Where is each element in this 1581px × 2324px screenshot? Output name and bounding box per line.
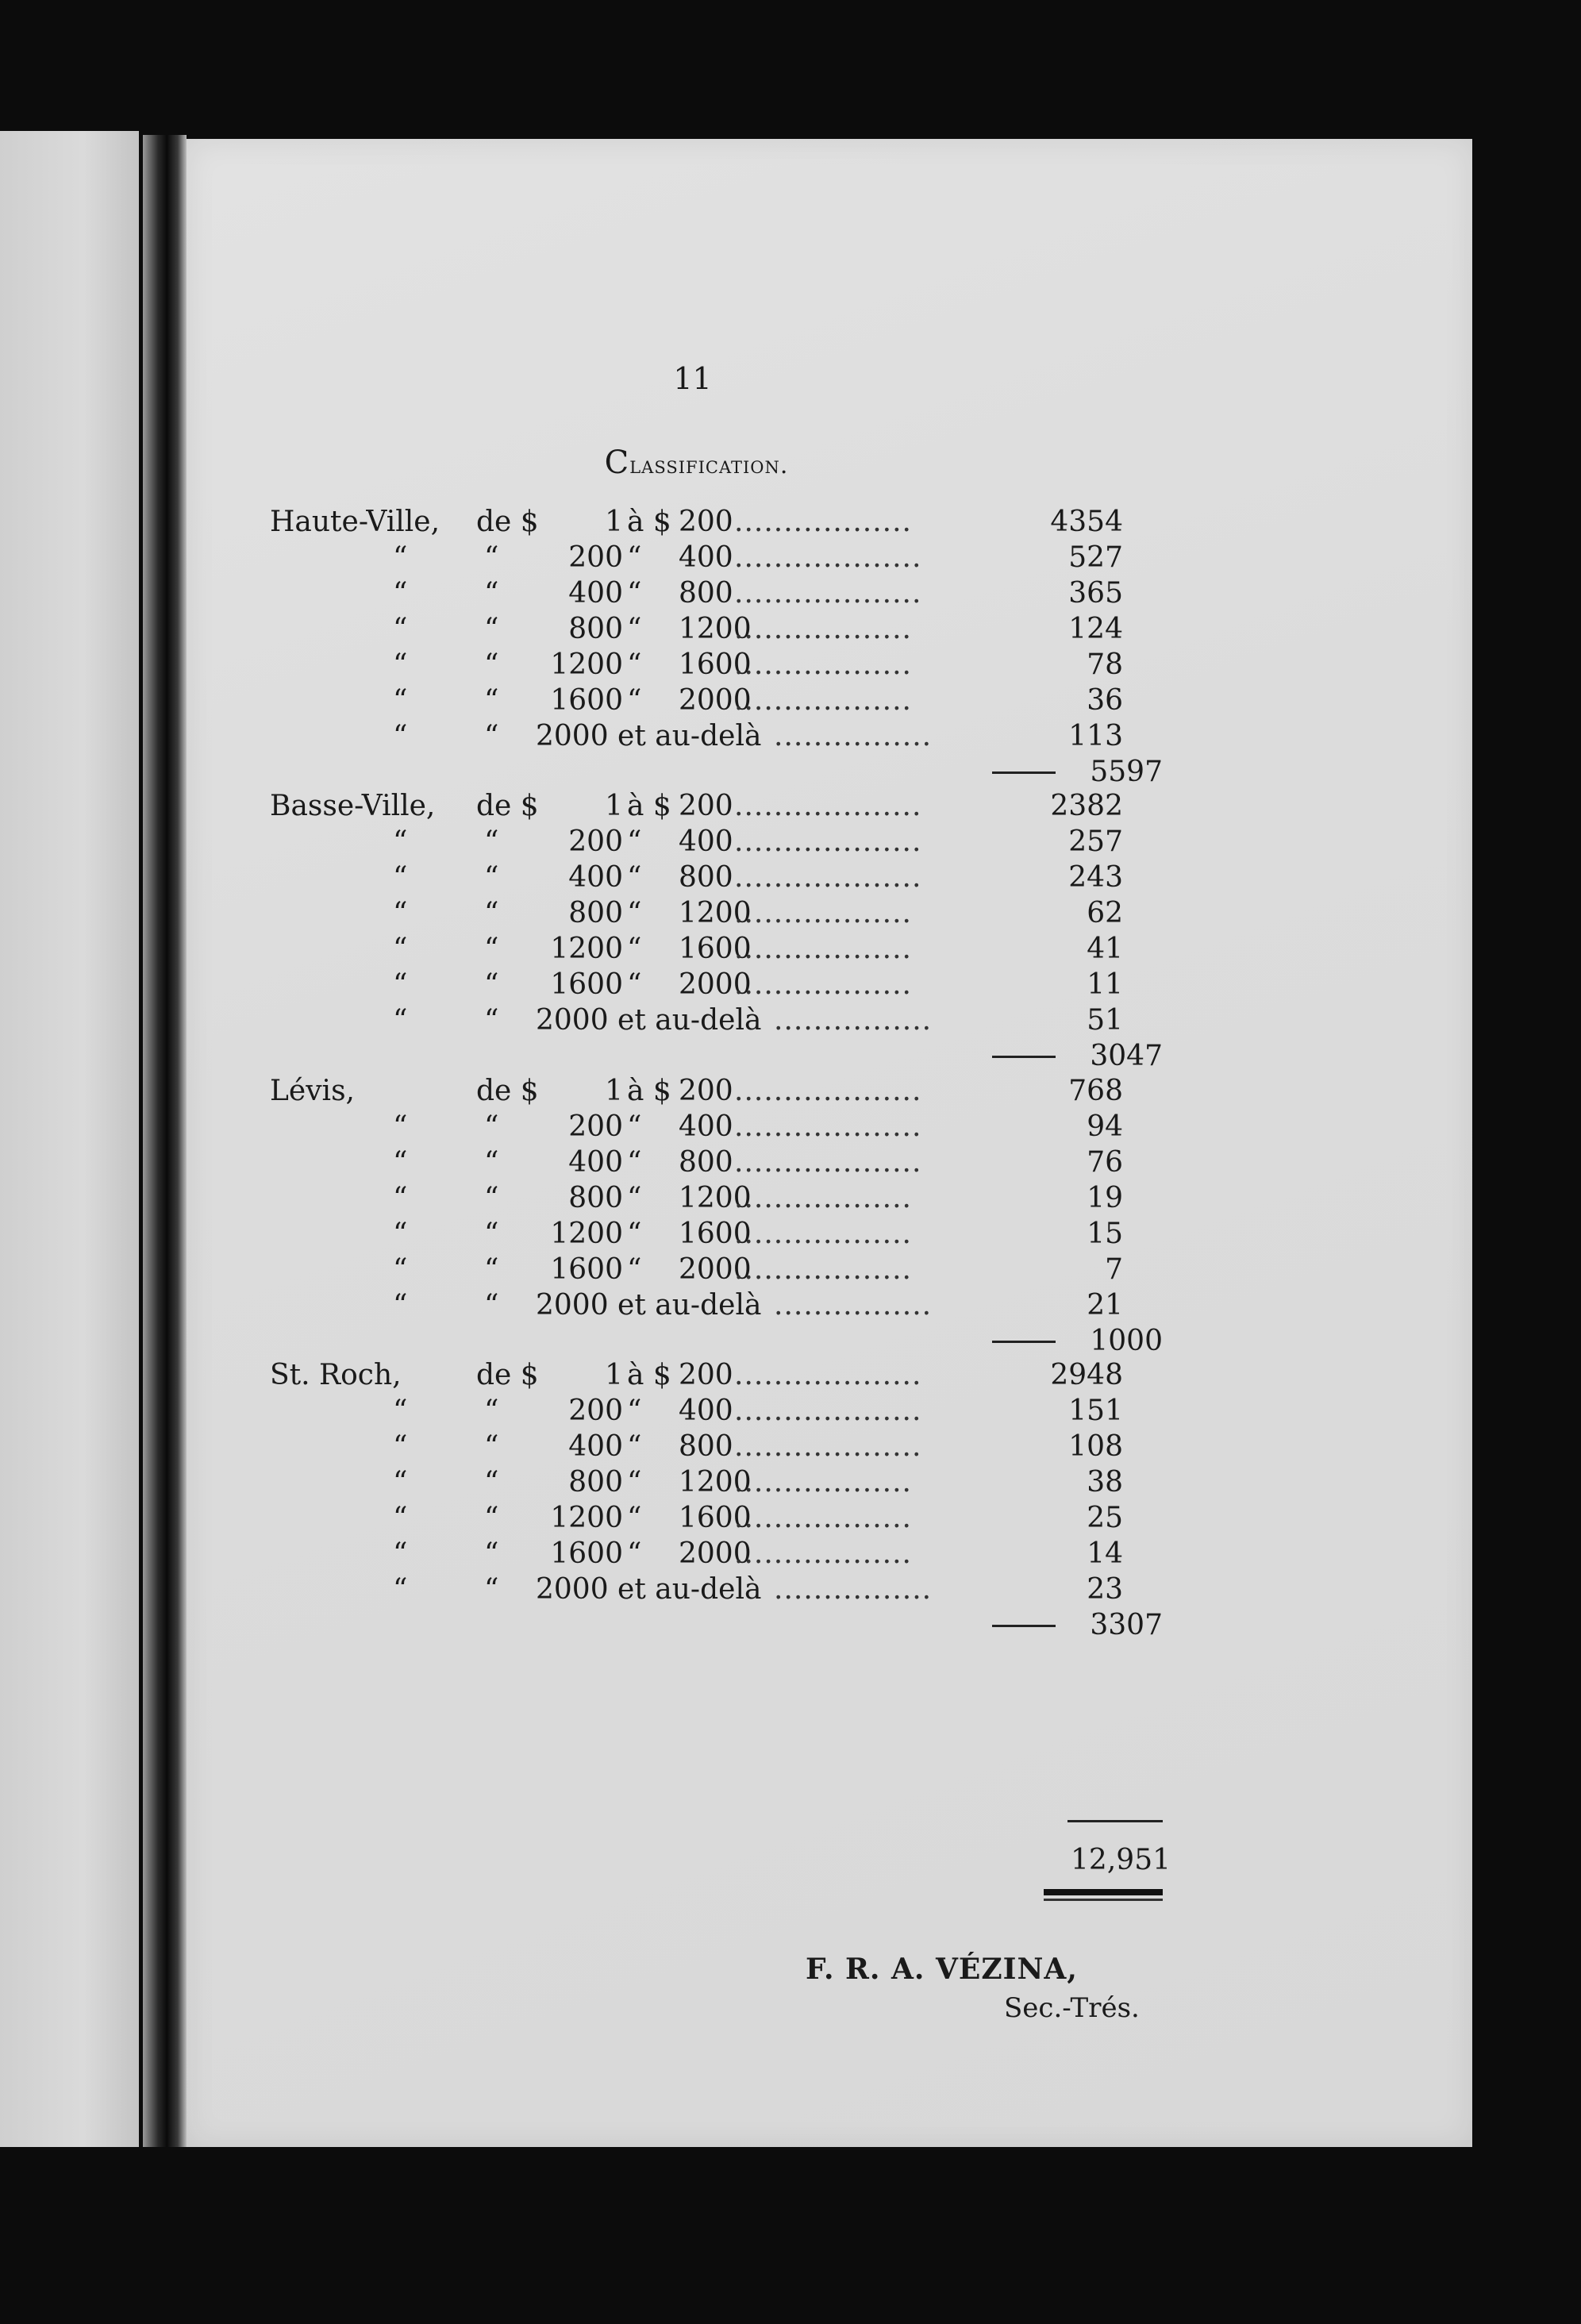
table-row bbox=[187, 1145, 1472, 1181]
leader-dots: .................. bbox=[734, 1466, 912, 1499]
leader-dots: ................... bbox=[734, 790, 922, 822]
range-separator: “ bbox=[627, 648, 642, 681]
ditto-mark: “ bbox=[393, 825, 408, 858]
range-separator: “ bbox=[627, 1395, 642, 1427]
leader-dots: .................. bbox=[734, 968, 912, 1001]
count-value: 108 bbox=[1068, 1430, 1123, 1463]
district-name: Basse-Ville, bbox=[270, 790, 436, 822]
table-row bbox=[187, 647, 1472, 683]
de-word: de $ bbox=[476, 790, 539, 822]
ditto-mark: “ bbox=[393, 1110, 408, 1143]
leader-dots: ................ bbox=[774, 1004, 933, 1037]
leader-dots: .................. bbox=[734, 933, 912, 965]
count-value: 243 bbox=[1068, 861, 1123, 894]
leader-dots: ................... bbox=[734, 541, 922, 574]
table-row bbox=[187, 1357, 1472, 1394]
range-to: 2000 bbox=[679, 968, 752, 1001]
ditto-mark: “ bbox=[484, 1182, 499, 1214]
range-to: 800 bbox=[679, 861, 733, 894]
leader-dots: ................... bbox=[734, 577, 922, 610]
ditto-mark: “ bbox=[484, 1146, 499, 1179]
table-row bbox=[187, 1429, 1472, 1465]
range-to: 200 bbox=[679, 1075, 733, 1107]
table-row bbox=[187, 1464, 1472, 1501]
range-from: 1200 bbox=[550, 1502, 623, 1534]
range-from: 400 bbox=[568, 1430, 623, 1463]
leader-dots: ................... bbox=[734, 1146, 922, 1179]
range-from: 400 bbox=[568, 861, 623, 894]
count-value: 94 bbox=[1087, 1110, 1123, 1143]
ditto-mark: “ bbox=[484, 1253, 499, 1286]
count-value: 21 bbox=[1087, 1289, 1123, 1322]
range-to: 1200 bbox=[679, 897, 752, 929]
ditto-mark: “ bbox=[484, 1395, 499, 1427]
ditto-mark: “ bbox=[484, 613, 499, 645]
range-to: 2000 bbox=[679, 1537, 752, 1570]
table-row bbox=[187, 1536, 1472, 1572]
range-open: 2000 et au-delà bbox=[536, 1289, 762, 1322]
table-row bbox=[187, 824, 1472, 860]
district-name: Lévis, bbox=[270, 1075, 355, 1107]
leader-dots: ................... bbox=[734, 1075, 922, 1107]
ditto-mark: “ bbox=[484, 825, 499, 858]
table-row bbox=[187, 788, 1472, 825]
book-spine bbox=[143, 135, 187, 2147]
count-value: 51 bbox=[1087, 1004, 1123, 1037]
ditto-mark: “ bbox=[484, 1502, 499, 1534]
leader-dots: .................. bbox=[734, 1218, 912, 1250]
leader-dots: ................... bbox=[734, 861, 922, 894]
ditto-mark: “ bbox=[393, 1502, 408, 1534]
leader-dots: .................. bbox=[734, 1182, 912, 1214]
leader-dots: ................... bbox=[734, 1430, 922, 1463]
range-from: 800 bbox=[568, 1182, 623, 1214]
count-value: 23 bbox=[1087, 1573, 1123, 1606]
count-value: 2382 bbox=[1050, 790, 1123, 822]
range-to: 200 bbox=[679, 1359, 733, 1391]
table-row bbox=[187, 1073, 1472, 1110]
range-from: 1200 bbox=[550, 1218, 623, 1250]
subtotal-value: 3307 bbox=[1090, 1609, 1163, 1641]
grand-total-rule-top bbox=[1067, 1820, 1163, 1822]
subtotal-row bbox=[187, 1323, 1472, 1360]
range-to: 1600 bbox=[679, 1218, 752, 1250]
district-name: Haute-Ville, bbox=[270, 506, 440, 538]
range-separator: “ bbox=[627, 1253, 642, 1286]
range-separator: “ bbox=[627, 1182, 642, 1214]
range-from: 200 bbox=[568, 825, 623, 858]
ditto-mark: “ bbox=[484, 1218, 499, 1250]
leader-dots: .................. bbox=[734, 1537, 912, 1570]
range-separator: à $ bbox=[627, 1359, 671, 1391]
ditto-mark: “ bbox=[393, 861, 408, 894]
table-row bbox=[187, 540, 1472, 576]
range-from: 1600 bbox=[550, 968, 623, 1001]
ditto-mark: “ bbox=[484, 861, 499, 894]
table-row bbox=[187, 1002, 1472, 1039]
leader-dots: .................. bbox=[734, 897, 912, 929]
left-page-edge bbox=[0, 131, 139, 2147]
leader-dots: .................. bbox=[734, 1253, 912, 1286]
range-from: 1 bbox=[605, 790, 623, 822]
range-to: 800 bbox=[679, 1146, 733, 1179]
ditto-mark: “ bbox=[484, 577, 499, 610]
range-from: 800 bbox=[568, 897, 623, 929]
count-value: 7 bbox=[1105, 1253, 1123, 1286]
table-row bbox=[187, 611, 1472, 648]
range-separator: à $ bbox=[627, 1075, 671, 1107]
table-row bbox=[187, 1500, 1472, 1537]
ditto-mark: “ bbox=[393, 933, 408, 965]
range-from: 1 bbox=[605, 1359, 623, 1391]
range-separator: à $ bbox=[627, 790, 671, 822]
leader-dots: .................. bbox=[734, 684, 912, 717]
count-value: 25 bbox=[1087, 1502, 1123, 1534]
leader-dots: ................... bbox=[734, 1110, 922, 1143]
ditto-mark: “ bbox=[393, 1218, 408, 1250]
range-separator: “ bbox=[627, 933, 642, 965]
document-page bbox=[187, 139, 1472, 2147]
ditto-mark: “ bbox=[393, 577, 408, 610]
range-from: 200 bbox=[568, 1110, 623, 1143]
range-from: 400 bbox=[568, 1146, 623, 1179]
subtotal-rule bbox=[992, 771, 1056, 774]
table-row bbox=[187, 1572, 1472, 1608]
range-separator: “ bbox=[627, 861, 642, 894]
count-value: 41 bbox=[1087, 933, 1123, 965]
ditto-mark: “ bbox=[393, 720, 408, 752]
grand-total-rule-bottom bbox=[1044, 1889, 1163, 1895]
range-separator: “ bbox=[627, 1110, 642, 1143]
range-to: 400 bbox=[679, 825, 733, 858]
ditto-mark: “ bbox=[393, 684, 408, 717]
count-value: 113 bbox=[1068, 720, 1123, 752]
table-row bbox=[187, 683, 1472, 719]
range-separator: “ bbox=[627, 968, 642, 1001]
leader-dots: .................. bbox=[734, 1502, 912, 1534]
signature-title: Sec.-Trés. bbox=[1004, 1992, 1140, 2024]
subtotal-rule bbox=[992, 1341, 1056, 1343]
range-from: 800 bbox=[568, 613, 623, 645]
table-row bbox=[187, 718, 1472, 755]
table-row bbox=[187, 1216, 1472, 1252]
range-to: 1200 bbox=[679, 1182, 752, 1214]
ditto-mark: “ bbox=[393, 1146, 408, 1179]
range-to: 200 bbox=[679, 790, 733, 822]
subtotal-rule bbox=[992, 1056, 1056, 1058]
table-row bbox=[187, 575, 1472, 612]
range-to: 1600 bbox=[679, 933, 752, 965]
range-separator: “ bbox=[627, 825, 642, 858]
count-value: 19 bbox=[1087, 1182, 1123, 1214]
count-value: 62 bbox=[1087, 897, 1123, 929]
range-from: 200 bbox=[568, 541, 623, 574]
table-row bbox=[187, 1252, 1472, 1288]
range-to: 2000 bbox=[679, 684, 752, 717]
ditto-mark: “ bbox=[393, 613, 408, 645]
leader-dots: ................ bbox=[774, 1573, 933, 1606]
ditto-mark: “ bbox=[484, 720, 499, 752]
range-separator: “ bbox=[627, 684, 642, 717]
de-word: de $ bbox=[476, 506, 539, 538]
de-word: de $ bbox=[476, 1359, 539, 1391]
count-value: 38 bbox=[1087, 1466, 1123, 1499]
ditto-mark: “ bbox=[484, 1573, 499, 1606]
range-separator: à $ bbox=[627, 506, 671, 538]
range-to: 200 bbox=[679, 506, 733, 538]
ditto-mark: “ bbox=[484, 684, 499, 717]
range-separator: “ bbox=[627, 1537, 642, 1570]
subtotal-value: 1000 bbox=[1090, 1325, 1163, 1357]
range-to: 1600 bbox=[679, 1502, 752, 1534]
range-from: 1 bbox=[605, 1075, 623, 1107]
range-from: 1600 bbox=[550, 1253, 623, 1286]
table-row bbox=[187, 1287, 1472, 1324]
range-to: 400 bbox=[679, 1395, 733, 1427]
leader-dots: .................. bbox=[734, 506, 912, 538]
leader-dots: .................. bbox=[734, 613, 912, 645]
range-separator: “ bbox=[627, 541, 642, 574]
table-row bbox=[187, 860, 1472, 896]
ditto-mark: “ bbox=[393, 1289, 408, 1322]
subtotal-value: 3047 bbox=[1090, 1040, 1163, 1072]
subtotal-row bbox=[187, 754, 1472, 791]
range-from: 1200 bbox=[550, 648, 623, 681]
range-to: 800 bbox=[679, 1430, 733, 1463]
subtotal-value: 5597 bbox=[1090, 756, 1163, 788]
page-number: 11 bbox=[673, 361, 712, 396]
leader-dots: ................... bbox=[734, 1395, 922, 1427]
ditto-mark: “ bbox=[393, 1395, 408, 1427]
ditto-mark: “ bbox=[393, 648, 408, 681]
range-open: 2000 et au-delà bbox=[536, 1004, 762, 1037]
district-name: St. Roch, bbox=[270, 1359, 402, 1391]
count-value: 151 bbox=[1068, 1395, 1123, 1427]
range-to: 1200 bbox=[679, 613, 752, 645]
count-value: 257 bbox=[1068, 825, 1123, 858]
ditto-mark: “ bbox=[484, 897, 499, 929]
page-heading: Classification. bbox=[604, 444, 789, 481]
ditto-mark: “ bbox=[393, 1537, 408, 1570]
leader-dots: ................... bbox=[734, 825, 922, 858]
ditto-mark: “ bbox=[393, 897, 408, 929]
count-value: 527 bbox=[1068, 541, 1123, 574]
ditto-mark: “ bbox=[484, 541, 499, 574]
count-value: 11 bbox=[1087, 968, 1123, 1001]
subtotal-row bbox=[187, 1038, 1472, 1075]
leader-dots: ................ bbox=[774, 1289, 933, 1322]
leader-dots: ................... bbox=[734, 1359, 922, 1391]
de-word: de $ bbox=[476, 1075, 539, 1107]
leader-dots: .................. bbox=[734, 648, 912, 681]
range-separator: “ bbox=[627, 1218, 642, 1250]
range-to: 400 bbox=[679, 541, 733, 574]
range-to: 800 bbox=[679, 577, 733, 610]
ditto-mark: “ bbox=[484, 1537, 499, 1570]
range-separator: “ bbox=[627, 1502, 642, 1534]
table-row bbox=[187, 1180, 1472, 1217]
table-row bbox=[187, 895, 1472, 932]
leader-dots: ................ bbox=[774, 720, 933, 752]
range-from: 1600 bbox=[550, 1537, 623, 1570]
ditto-mark: “ bbox=[393, 1430, 408, 1463]
range-separator: “ bbox=[627, 577, 642, 610]
count-value: 15 bbox=[1087, 1218, 1123, 1250]
count-value: 14 bbox=[1087, 1537, 1123, 1570]
count-value: 36 bbox=[1087, 684, 1123, 717]
ditto-mark: “ bbox=[393, 541, 408, 574]
count-value: 768 bbox=[1068, 1075, 1123, 1107]
ditto-mark: “ bbox=[484, 1004, 499, 1037]
count-value: 2948 bbox=[1050, 1359, 1123, 1391]
range-open: 2000 et au-delà bbox=[536, 720, 762, 752]
range-from: 1600 bbox=[550, 684, 623, 717]
range-to: 2000 bbox=[679, 1253, 752, 1286]
count-value: 4354 bbox=[1050, 506, 1123, 538]
range-separator: “ bbox=[627, 897, 642, 929]
table-row bbox=[187, 967, 1472, 1003]
range-from: 400 bbox=[568, 577, 623, 610]
range-to: 1200 bbox=[679, 1466, 752, 1499]
table-row bbox=[187, 1109, 1472, 1145]
grand-total: 12,951 bbox=[1071, 1844, 1171, 1876]
ditto-mark: “ bbox=[484, 1466, 499, 1499]
range-separator: “ bbox=[627, 1146, 642, 1179]
table-row bbox=[187, 1393, 1472, 1429]
ditto-mark: “ bbox=[484, 1289, 499, 1322]
count-value: 124 bbox=[1068, 613, 1123, 645]
grand-total-rule-bottom-thin bbox=[1044, 1899, 1163, 1901]
count-value: 365 bbox=[1068, 577, 1123, 610]
ditto-mark: “ bbox=[393, 1182, 408, 1214]
range-to: 1600 bbox=[679, 648, 752, 681]
range-from: 200 bbox=[568, 1395, 623, 1427]
ditto-mark: “ bbox=[484, 648, 499, 681]
ditto-mark: “ bbox=[484, 933, 499, 965]
ditto-mark: “ bbox=[393, 1573, 408, 1606]
subtotal-row bbox=[187, 1607, 1472, 1644]
subtotal-rule bbox=[992, 1625, 1056, 1627]
ditto-mark: “ bbox=[484, 1430, 499, 1463]
range-separator: “ bbox=[627, 1430, 642, 1463]
ditto-mark: “ bbox=[393, 1004, 408, 1037]
range-separator: “ bbox=[627, 613, 642, 645]
count-value: 76 bbox=[1087, 1146, 1123, 1179]
ditto-mark: “ bbox=[393, 1466, 408, 1499]
ditto-mark: “ bbox=[393, 1253, 408, 1286]
signature-name: F. R. A. VÉZINA, bbox=[806, 1953, 1078, 1986]
ditto-mark: “ bbox=[484, 1110, 499, 1143]
range-to: 400 bbox=[679, 1110, 733, 1143]
range-open: 2000 et au-delà bbox=[536, 1573, 762, 1606]
ditto-mark: “ bbox=[393, 968, 408, 1001]
range-separator: “ bbox=[627, 1466, 642, 1499]
table-row bbox=[187, 931, 1472, 968]
table-row bbox=[187, 504, 1472, 541]
ditto-mark: “ bbox=[484, 968, 499, 1001]
range-from: 800 bbox=[568, 1466, 623, 1499]
count-value: 78 bbox=[1087, 648, 1123, 681]
range-from: 1200 bbox=[550, 933, 623, 965]
range-from: 1 bbox=[605, 506, 623, 538]
